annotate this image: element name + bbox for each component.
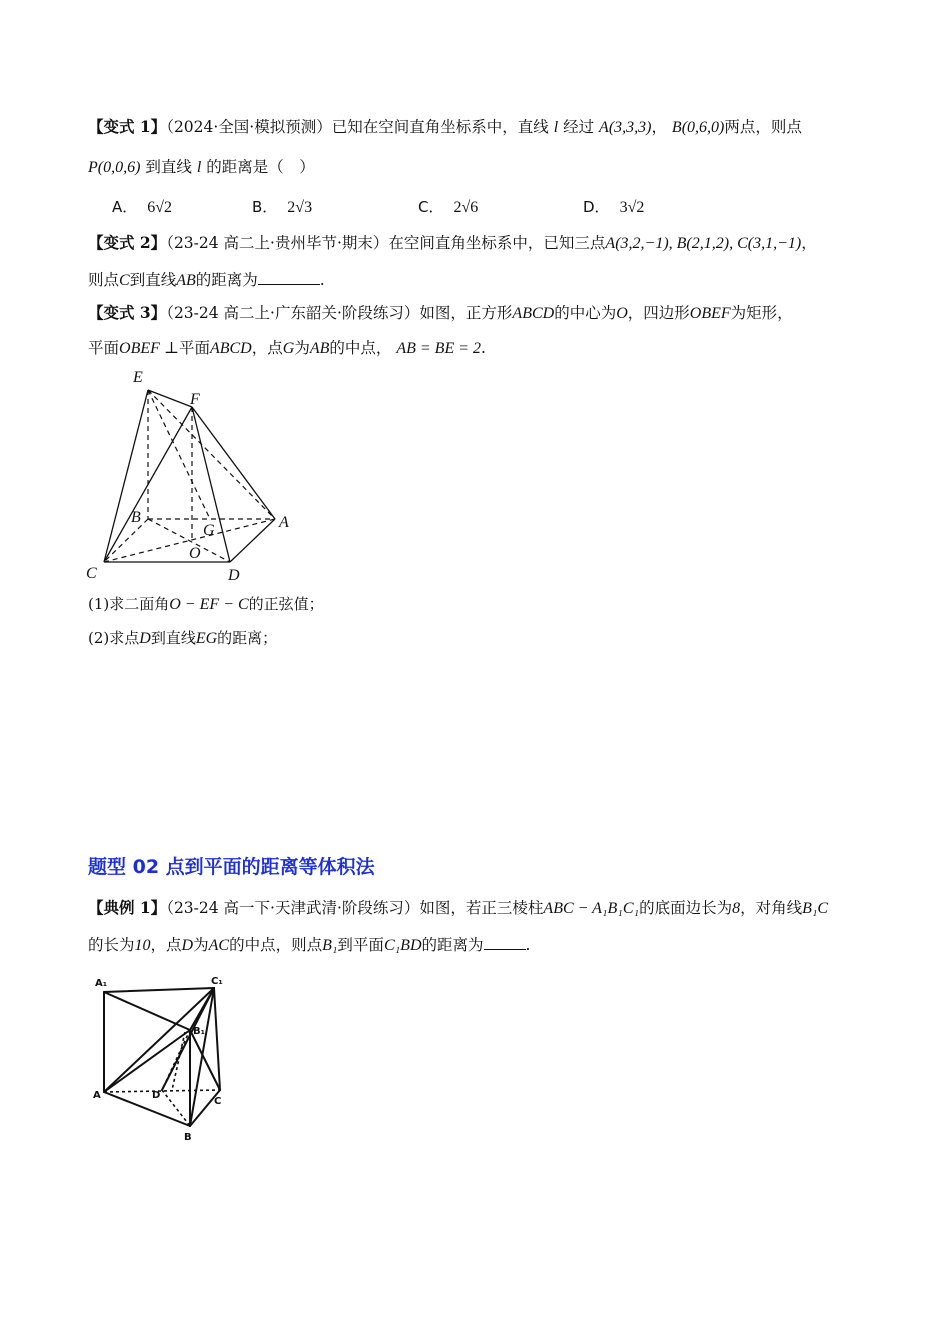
q1-line-l2: l	[196, 159, 202, 176]
q3-text: ，点	[251, 339, 283, 357]
q3-sub1-text: 的正弦值；	[248, 595, 324, 613]
fig-label-b: B	[184, 1132, 192, 1143]
ex1-text: 的长为	[88, 936, 135, 954]
q2-points: A(3,2,−1), B(2,1,2), C(3,1,−1)	[605, 235, 802, 252]
fig-label-b: B	[131, 509, 141, 526]
ex1-ac: AC	[208, 937, 230, 954]
q1-text: 两点，则点	[724, 118, 802, 136]
ex1-end: .	[525, 936, 531, 954]
q1-text: 经过	[563, 118, 595, 136]
q1-option-b: B． 2√3	[252, 198, 313, 216]
q1-source: （2024·全国·模拟预测）	[166, 118, 332, 136]
q3-perp: OBEF ⊥	[119, 340, 179, 357]
q3-source: （23-24 高二上·广东韶关·阶段练习）	[166, 304, 420, 322]
ex1-text: 为	[193, 936, 209, 954]
q3-sub2-text: (2)求点	[88, 629, 140, 647]
fig-label-d: D	[228, 567, 240, 584]
ex1-tag: 【典例 1】	[88, 898, 167, 917]
ex1-d: D	[181, 937, 194, 954]
q2-line1	[88, 232, 817, 255]
ex1-b1c: B₁C	[802, 900, 829, 917]
q1-tag: 【变式 1】	[88, 117, 167, 136]
q3-text: 的中心为	[554, 304, 617, 322]
q3-sub2-text: 到直线	[150, 629, 196, 647]
q3-sub1-math: O − EF − C	[169, 596, 249, 613]
q3-text: 平面	[88, 339, 120, 357]
q3-sub2	[88, 627, 277, 650]
fig-label-c: C	[214, 1096, 222, 1107]
q3-eq: AB = BE = 2	[396, 340, 482, 357]
q2-tag: 【变式 2】	[88, 233, 167, 252]
prism-figure	[85, 970, 235, 1145]
q3-sub1	[88, 593, 324, 616]
ex1-text: 如图，若正三棱柱	[419, 899, 544, 917]
q3-ab: AB	[309, 340, 330, 357]
q2-ab: AB	[176, 272, 196, 289]
ex1-source: （23-24 高一下·天津武清·阶段练习）	[166, 899, 420, 917]
ex1-c1bd: C₁BD	[383, 937, 422, 954]
fig-label-f: F	[190, 391, 200, 408]
q3-line2	[88, 337, 486, 360]
ex1-text: 的距离为	[421, 936, 484, 954]
q1-line2	[88, 156, 315, 179]
q3-obef: OBEF	[689, 305, 731, 322]
q3-text: 的中点，	[329, 339, 392, 357]
ex1-n8: 8	[732, 900, 741, 917]
q1-text: 的距离是（ ）	[206, 158, 315, 176]
answer-blank	[258, 269, 320, 285]
fig-label-g: G	[203, 522, 215, 539]
fig-label-a: A	[279, 514, 289, 531]
q3-text: 为	[294, 339, 310, 357]
q3-abcd: ABCD	[209, 340, 252, 357]
ex1-text: ，对角线	[740, 899, 803, 917]
q2-line2	[88, 269, 325, 292]
q3-text: 平面	[178, 339, 210, 357]
ex1-text: 的底面边长为	[639, 899, 733, 917]
fig-label-e: E	[133, 369, 143, 386]
fig-label-b1: B₁	[193, 1026, 206, 1037]
q3-abcd: ABCD	[512, 305, 555, 322]
q3-text: 为矩形，	[730, 304, 793, 322]
q2-c: C	[119, 272, 130, 289]
q2-end: .	[319, 271, 325, 289]
fig-label-a: A	[93, 1090, 101, 1101]
ex1-b1: B₁	[322, 937, 338, 954]
section-title: 题型 02 点到平面的距离等体积法	[88, 856, 375, 878]
answer-blank	[484, 934, 526, 950]
fig-label-d: D	[152, 1090, 161, 1101]
fig-label-c: C	[86, 565, 97, 582]
q2-text: 在空间直角坐标系中，已知三点	[388, 234, 606, 252]
q1-text: 已知在空间直角坐标系中，直线	[331, 118, 549, 136]
fig-label-o: O	[189, 545, 201, 562]
q1-text: 到直线	[145, 158, 192, 176]
q3-end: .	[481, 339, 486, 357]
q2-text: 则点	[88, 271, 120, 289]
q3-sub1-text: (1)求二面角	[88, 595, 170, 613]
q2-text: 的距离为	[195, 271, 258, 289]
ex1-text: ，点	[150, 936, 182, 954]
q1-line1: 【变式 1】（2024·全国·模拟预测）已知在空间直角坐标系中，直线 l 经过 A(3,3,3)， B(0,6,0)两点，则点	[88, 117, 802, 136]
q3-sub2-eg: EG	[195, 630, 218, 647]
q1-point-b: B(0,6,0)	[671, 119, 725, 136]
q2-text: ，	[801, 234, 817, 252]
ex1-n10: 10	[134, 937, 151, 954]
pyramid-figure	[80, 362, 310, 592]
q3-text: ，四边形	[627, 304, 690, 322]
q1-line-l: l	[553, 119, 559, 136]
fig-label-c1: C₁	[211, 976, 223, 987]
q3-sub2-text: 的距离；	[217, 629, 278, 647]
q1-point-p: P(0,0,6)	[88, 159, 141, 176]
q1-option-c: C． 2√6	[418, 198, 479, 216]
q2-source: （23-24 高二上·贵州毕节·期末）	[166, 234, 389, 252]
ex1-text: 的中点，则点	[229, 936, 323, 954]
q2-text: 到直线	[129, 271, 177, 289]
q3-line1	[88, 302, 793, 325]
ex1-prism: ABC − A₁B₁C₁	[543, 900, 640, 917]
q1-point-a: A(3,3,3)	[599, 119, 652, 136]
q1-option-d: D． 3√2	[583, 198, 645, 216]
q3-sub2-d: D	[139, 630, 151, 647]
q3-tag: 【变式 3】	[88, 303, 167, 322]
q3-g: G	[282, 340, 295, 357]
q3-o: O	[616, 305, 628, 322]
fig-label-a1: A₁	[95, 978, 108, 989]
q3-text: 如图，正方形	[419, 304, 513, 322]
q1-option-a: A． 6√2	[112, 198, 173, 216]
ex1-line1	[88, 897, 828, 920]
ex1-text: 到平面	[337, 936, 384, 954]
ex1-line2	[88, 934, 530, 957]
